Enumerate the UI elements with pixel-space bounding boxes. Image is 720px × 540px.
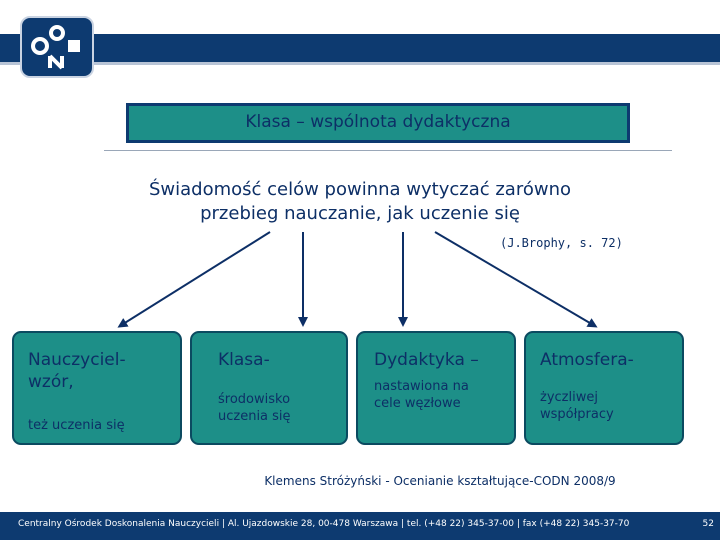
card-class-subtitle-1: środowisko <box>218 392 291 407</box>
footer-contact: Centralny Ośrodek Doskonalenia Nauczycieli | Al. Ujazdowskie 28, 00-478 Warszawa | tel. (+48 22) 345-37-00 | fax (+48 22) 345-37-70 <box>18 519 630 529</box>
slide-title: Klasa – wspólnota dydaktyczna <box>245 112 511 132</box>
card-didactics-title: Dydaktyka – <box>374 350 479 370</box>
quote-line-2: przebieg nauczanie, jak uczenie się <box>200 203 520 224</box>
card-class-title: Klasa- <box>218 350 270 370</box>
card-teacher-subtitle: też uczenia się <box>28 418 125 433</box>
arrow-down-icon <box>120 232 270 326</box>
card-teacher-title-2: wzór, <box>28 372 74 392</box>
card-class <box>190 331 348 445</box>
author-credit: Klemens Stróżyński - Ocenianie kształtujące-CODN 2008/9 <box>264 474 616 488</box>
card-atmosphere-subtitle-1: życzliwej <box>540 390 598 405</box>
quote-attribution: (J.Brophy, s. 72) <box>500 236 623 250</box>
card-class-subtitle-2: uczenia się <box>218 409 291 424</box>
card-didactics-subtitle-2: cele węzłowe <box>374 396 461 411</box>
card-didactics-subtitle-1: nastawiona na <box>374 379 469 394</box>
quote-line-1: Świadomość celów powinna wytyczać zarówno <box>148 179 572 200</box>
arrow-down-icon <box>435 232 595 326</box>
card-didactics <box>356 331 516 445</box>
page-number: 52 <box>702 519 714 529</box>
card-atmosphere <box>524 331 684 445</box>
card-teacher <box>12 331 182 445</box>
card-atmosphere-subtitle-2: współpracy <box>540 407 614 422</box>
card-teacher-title-1: Nauczyciel- <box>28 350 126 370</box>
card-atmosphere-title: Atmosfera- <box>540 350 634 370</box>
